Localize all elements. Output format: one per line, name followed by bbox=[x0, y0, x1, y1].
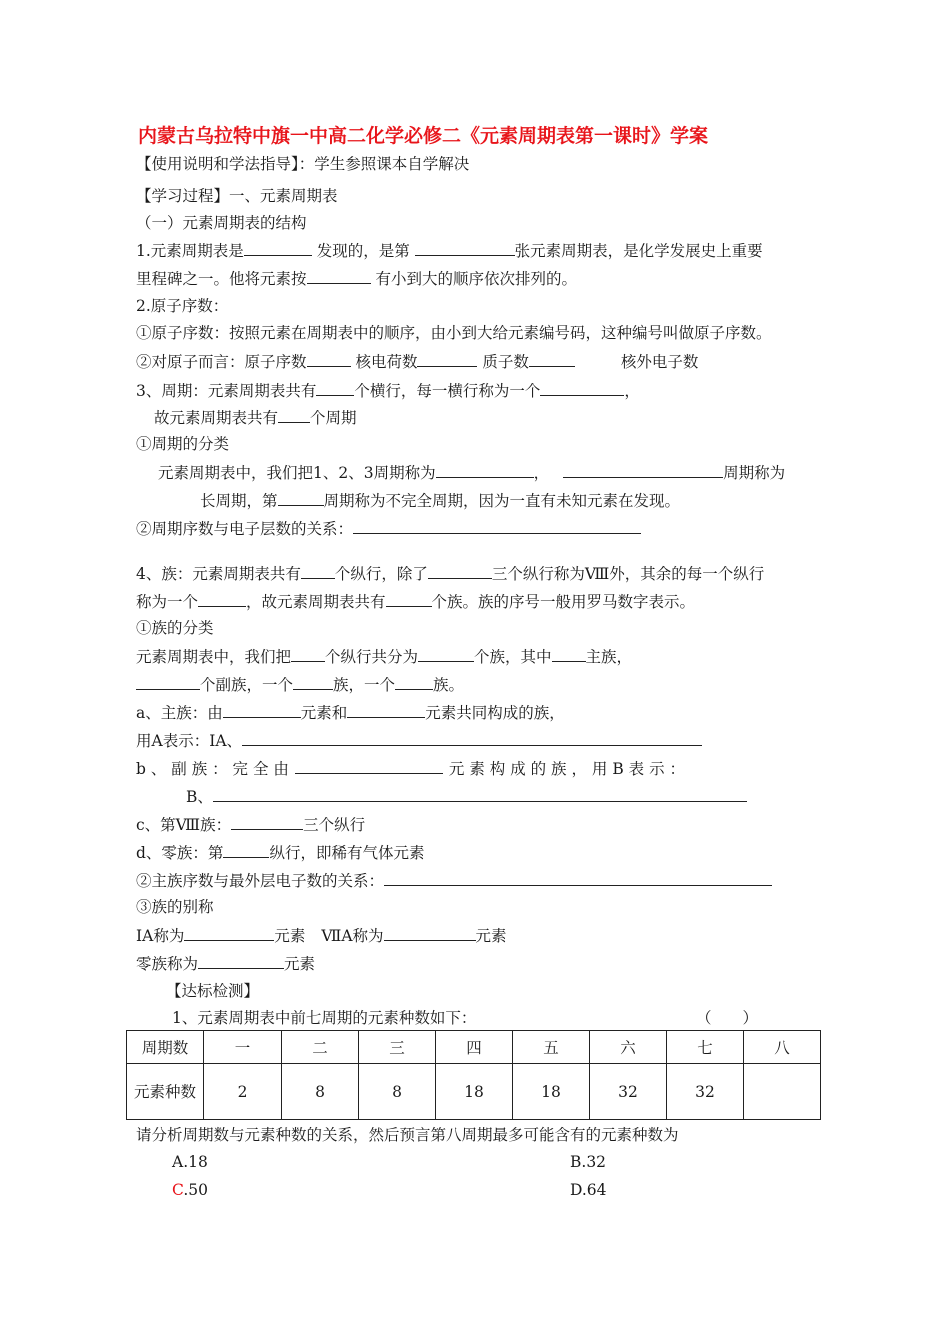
answer-bracket: （ ） bbox=[696, 1009, 759, 1027]
blank[interactable] bbox=[213, 786, 747, 802]
blank[interactable] bbox=[301, 563, 335, 579]
blank[interactable] bbox=[244, 240, 312, 256]
table-cell: 32 bbox=[667, 1064, 744, 1120]
subgroup-line: b 、 副 族 ： 完 全 由 元 素 构 成 的 族 ， 用 B 表 示 ： bbox=[136, 760, 686, 778]
question-1-prompt: 请分析周期数与元素种数的关系，然后预言第八周期最多可能含有的元素种数为 bbox=[136, 1126, 679, 1144]
main-group-electron-relation: ②主族序数与最外层电子数的关系： bbox=[136, 870, 772, 891]
table-cell: 2 bbox=[204, 1064, 282, 1120]
blank[interactable] bbox=[242, 730, 702, 746]
blank[interactable] bbox=[307, 268, 371, 284]
period-classification-line-2: 长周期，第 周期称为不完全周期，因为一直有未知元素在发现。 bbox=[200, 492, 681, 510]
blank[interactable] bbox=[418, 646, 474, 662]
blank[interactable] bbox=[307, 351, 351, 367]
blank[interactable] bbox=[136, 674, 200, 690]
blank[interactable] bbox=[540, 380, 624, 396]
question-1-line-1: 1.元素周期表是 发现的，是第 张元素周期表，是化学发展史上重要 bbox=[136, 242, 763, 260]
blank[interactable] bbox=[278, 407, 310, 423]
table-cell: 18 bbox=[436, 1064, 513, 1120]
group-classification-line-1: 元素周期表中，我们把 个纵行共分为 个族，其中 主族， bbox=[136, 648, 633, 666]
blank[interactable] bbox=[353, 518, 641, 534]
period-element-table bbox=[126, 1030, 821, 1120]
blank[interactable] bbox=[223, 842, 269, 858]
section-heading: 【学习过程】一、元素周期表 bbox=[136, 187, 338, 205]
blank[interactable] bbox=[198, 591, 246, 607]
subsection-heading: （一）元素周期表的结构 bbox=[136, 214, 307, 232]
option-c-letter: C bbox=[172, 1181, 184, 1199]
blank[interactable] bbox=[291, 646, 325, 662]
table-cell: 五 bbox=[513, 1031, 590, 1064]
usage-instructions: 【使用说明和学法指导】：学生参照课本自学解决 bbox=[136, 155, 470, 173]
blank[interactable] bbox=[316, 380, 354, 396]
blank[interactable] bbox=[278, 490, 324, 506]
blank[interactable] bbox=[231, 814, 303, 830]
table-cell: 六 bbox=[590, 1031, 667, 1064]
blank[interactable] bbox=[384, 870, 772, 886]
blank[interactable] bbox=[417, 351, 477, 367]
blank[interactable] bbox=[386, 591, 432, 607]
table-cell: 三 bbox=[359, 1031, 436, 1064]
table-cell: 8 bbox=[282, 1064, 359, 1120]
table-header-cell: 元素种数 bbox=[127, 1064, 204, 1120]
group-classification-heading: ①族的分类 bbox=[136, 619, 214, 637]
zero-group-line: d、零族：第 纵行，即稀有气体元素 bbox=[136, 844, 425, 862]
question-2-heading: 2.原子序数： bbox=[136, 297, 229, 315]
blank[interactable] bbox=[415, 240, 515, 256]
blank[interactable] bbox=[552, 646, 586, 662]
table-cell: 32 bbox=[590, 1064, 667, 1120]
blank[interactable] bbox=[293, 674, 333, 690]
table-cell: 八 bbox=[744, 1031, 821, 1064]
period-classification-line-1: 元素周期表中，我们把1、2、3周期称为 ， 周期称为 bbox=[158, 464, 786, 482]
table-cell: 18 bbox=[513, 1064, 590, 1120]
period-line-2: 故元素周期表共有 个周期 bbox=[154, 409, 357, 427]
table-cell: 一 bbox=[204, 1031, 282, 1064]
period-line-1: 3、周期：元素周期表共有 个横行，每一横行称为一个 ， bbox=[136, 382, 640, 400]
blank[interactable] bbox=[295, 758, 443, 774]
blank[interactable] bbox=[184, 925, 274, 941]
blank[interactable] bbox=[436, 462, 534, 478]
group-line-1: 4、族：元素周期表共有 个纵行，除了 三个纵行称为Ⅷ外，其余的每一个纵行 bbox=[136, 565, 765, 583]
table-cell: 二 bbox=[282, 1031, 359, 1064]
group-viii-line: c、第Ⅷ族： 三个纵行 bbox=[136, 816, 366, 834]
group-line-2: 称为一个 ，故元素周期表共有 个族。族的序号一般用罗马数字表示。 bbox=[136, 593, 696, 611]
option-a[interactable]: A.18 bbox=[172, 1153, 208, 1171]
blank[interactable] bbox=[428, 563, 492, 579]
blank[interactable] bbox=[395, 674, 433, 690]
option-c[interactable]: C.50 bbox=[172, 1181, 208, 1199]
group-aliases-line-2: 零族称为 元素 bbox=[136, 955, 316, 973]
assessment-heading: 【达标检测】 bbox=[166, 982, 260, 1000]
option-d[interactable]: D.64 bbox=[570, 1181, 607, 1199]
period-classification-heading: ①周期的分类 bbox=[136, 435, 230, 453]
main-group-notation: 用A表示：ⅠA、 bbox=[136, 730, 702, 751]
option-b[interactable]: B.32 bbox=[570, 1153, 607, 1171]
blank[interactable] bbox=[384, 925, 476, 941]
blank[interactable] bbox=[529, 351, 575, 367]
question-1-line-2: 里程碑之一。他将元素按 有小到大的顺序依次排列的。 bbox=[136, 270, 577, 288]
blank[interactable] bbox=[198, 953, 284, 969]
group-classification-line-2: 个副族，一个 族，一个 族。 bbox=[136, 674, 464, 695]
page-title: 内蒙古乌拉特中旗一中高二化学必修二《元素周期表第一课时》学案 bbox=[138, 125, 709, 147]
blank[interactable] bbox=[223, 702, 301, 718]
main-group-line: a、主族：由 元素和 元素共同构成的族， bbox=[136, 704, 565, 722]
group-aliases-heading: ③族的别称 bbox=[136, 898, 214, 916]
subgroup-notation: B、 bbox=[186, 786, 747, 807]
period-electron-shell-relation: ②周期序数与电子层数的关系： bbox=[136, 518, 641, 539]
table-cell: 七 bbox=[667, 1031, 744, 1064]
group-aliases-line-1: ⅠA称为 元素 ⅦA称为 元素 bbox=[136, 927, 507, 945]
table-cell: 四 bbox=[436, 1031, 513, 1064]
table-row bbox=[127, 1031, 821, 1064]
table-cell: 8 bbox=[359, 1064, 436, 1120]
blank[interactable] bbox=[347, 702, 425, 718]
table-row bbox=[127, 1064, 821, 1120]
assessment-question-1: 1、元素周期表中前七周期的元素种数如下： bbox=[172, 1009, 477, 1027]
table-header-cell: 周期数 bbox=[127, 1031, 204, 1064]
table-cell bbox=[744, 1064, 821, 1120]
atomic-number-definition: ①原子序数：按照元素在周期表中的顺序，由小到大给元素编号码，这种编号叫做原子序数。 bbox=[136, 324, 772, 342]
blank[interactable] bbox=[563, 462, 723, 478]
atomic-number-relations: ②对原子而言：原子序数 核电荷数 质子数 核外电子数 bbox=[136, 353, 699, 371]
